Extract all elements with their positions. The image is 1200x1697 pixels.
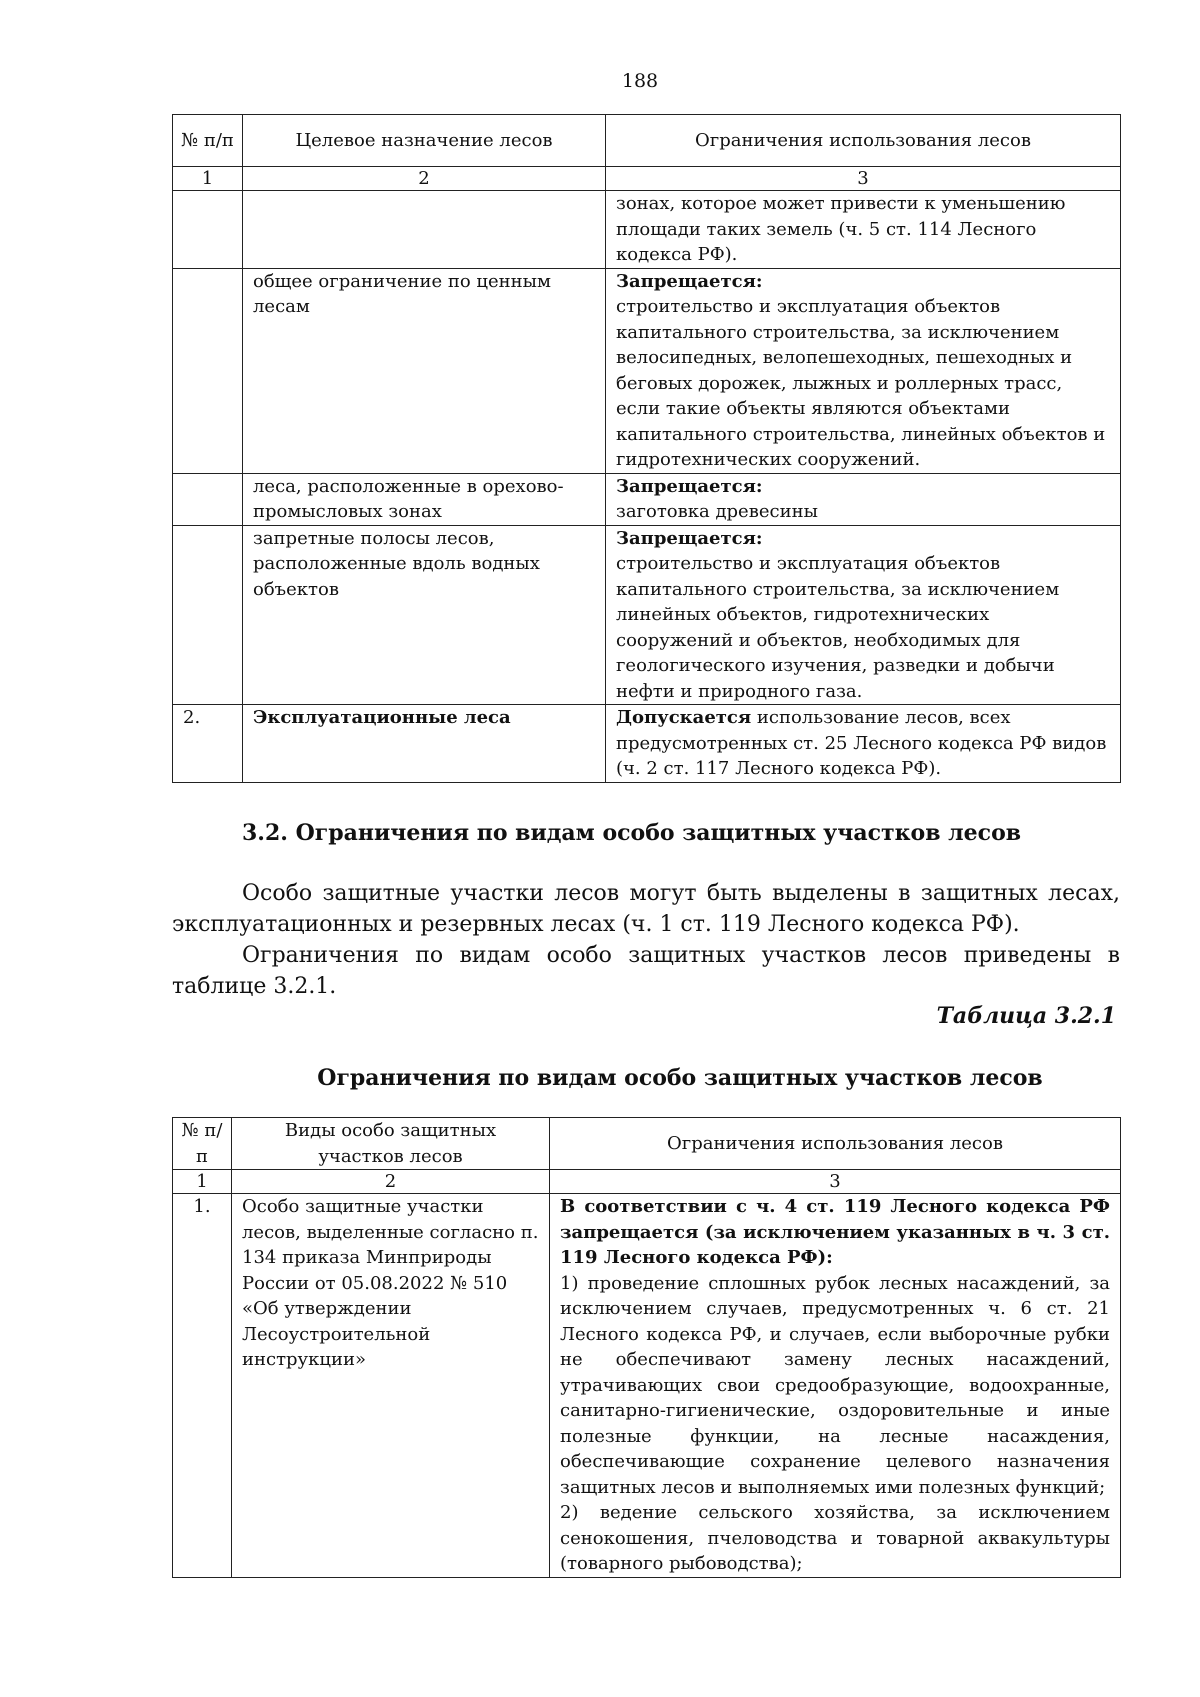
table2-column-numbers (173, 1170, 1121, 1194)
table1-colnum-2: 2 (243, 167, 606, 191)
table-row (173, 705, 1121, 783)
table-title: Ограничения по видам особо защитных участков лесов (317, 1065, 1043, 1091)
table1-column-numbers (173, 167, 1121, 191)
table1-colnum-1: 1 (173, 167, 243, 191)
row-purpose: леса, расположенные в орехово-промысловых зонах (243, 473, 606, 525)
restriction-text: использование лесов, всех предусмотренных ст. 25 Лесного кодекса РФ видов (ч. 2 ст. 117 Лесного кодекса РФ). (616, 707, 1107, 779)
row-restriction (606, 525, 1121, 705)
section-heading: 3.2. Ограничения по видам особо защитных участков лесов (242, 820, 1022, 846)
restriction-text: строительство и эксплуатация объектов капитального строительства, за исключением велосипедных, велопешеходных, пешеходных и беговых дорожек, лыжных и роллерных трасс, если такие объекты являются объектами капитального строительства, линейных объектов и гидротехнических сооружений. (616, 296, 1106, 470)
row-num (173, 191, 243, 269)
table1-colnum-3: 3 (606, 167, 1121, 191)
row-num (173, 525, 243, 705)
forest-purpose-table (172, 114, 1121, 783)
table-row (173, 191, 1121, 269)
table1-header-row (173, 115, 1121, 167)
row-restriction (550, 1194, 1121, 1578)
row-purpose: общее ограничение по ценным лесам (243, 268, 606, 473)
row-type: Особо защитные участки лесов, выделенные согласно п. 134 приказа Минприроды России от 05.08.2022 № 510 «Об утверждении Лесоустроительной инструкции» (232, 1194, 550, 1578)
row-purpose: запретные полосы лесов, расположенные вдоль водных объектов (243, 525, 606, 705)
table2-header-row (173, 1118, 1121, 1170)
restriction-text: строительство и эксплуатация объектов капитального строительства, за исключением линейных объектов, гидротехнических сооружений и объектов, необходимых для геологического изучения, разведки и добычи нефти и природного газа. (616, 553, 1060, 702)
table2-header-restrictions: Ограничения использования лесов (550, 1118, 1121, 1170)
table-row (173, 525, 1121, 705)
table1-header-purpose: Целевое назначение лесов (243, 115, 606, 167)
restriction-label: Запрещается: (616, 527, 763, 549)
row-purpose (243, 191, 606, 269)
page-number: 188 (621, 70, 659, 92)
paragraph-1 (172, 878, 1120, 940)
table2-header-type: Виды особо защитных участков лесов (232, 1118, 550, 1170)
table2-colnum-2: 2 (232, 1170, 550, 1194)
paragraph-2 (172, 940, 1120, 1002)
table1-header-num: № п/п (173, 115, 243, 167)
table2-colnum-3: 3 (550, 1170, 1121, 1194)
restriction-item-1: 1) проведение сплошных рубок лесных насаждений, за исключением случаев, предусмотренных ч. 6 ст. 21 Лесного кодекса РФ, и случаев, если выборочные рубки не обеспечивают замену лесных насаждений, утрачивающих свои средообразующие, водоохранные, санитарно-гигиенические, оздоровительные и иные полезные функции, на лесные насаждения, обеспечивающие сохранение целевого назначения защитных лесов и выполняемых ими полезных функций; (560, 1272, 1110, 1498)
row-restriction (606, 473, 1121, 525)
table2-header-num: № п/п (173, 1118, 232, 1170)
protected-areas-table (172, 1117, 1121, 1578)
table-row (173, 1194, 1121, 1578)
restriction-label: Запрещается: (616, 475, 763, 497)
row-num: 1. (173, 1194, 232, 1578)
restriction-item-2: 2) ведение сельского хозяйства, за исключением сенокошения, пчеловодства и товарной аквакультуры (товарного рыбоводства); (560, 1502, 1110, 1574)
restriction-text: зонах, которое может привести к уменьшению площади таких земель (ч. 5 ст. 114 Лесного кодекса РФ). (616, 193, 1066, 265)
restriction-label: Допускается (616, 707, 752, 728)
row-restriction (606, 191, 1121, 269)
paragraph-1-text: Особо защитные участки лесов могут быть выделены в защитных лесах, эксплуатационных и резервных лесах (ч. 1 ст. 119 Лесного кодекса РФ). (172, 881, 1120, 937)
row-restriction (606, 705, 1121, 783)
row-num: 2. (173, 705, 243, 783)
table-caption: Таблица 3.2.1 (936, 1003, 1116, 1029)
table1-header-restrictions: Ограничения использования лесов (606, 115, 1121, 167)
row-num (173, 268, 243, 473)
restriction-text: заготовка древесины (616, 501, 818, 522)
table-row (173, 268, 1121, 473)
row-restriction (606, 268, 1121, 473)
table2-colnum-1: 1 (173, 1170, 232, 1194)
restriction-intro: В соответствии с ч. 4 ст. 119 Лесного кодекса РФ запрещается (за исключением указанных в ч. 3 ст. 119 Лесного кодекса РФ): (560, 1196, 1110, 1268)
row-purpose: Эксплуатационные леса (243, 705, 606, 783)
row-num (173, 473, 243, 525)
restriction-label: Запрещается: (616, 270, 763, 292)
table-row (173, 473, 1121, 525)
paragraph-2-text: Ограничения по видам особо защитных участков лесов приведены в таблице 3.2.1. (172, 943, 1120, 999)
